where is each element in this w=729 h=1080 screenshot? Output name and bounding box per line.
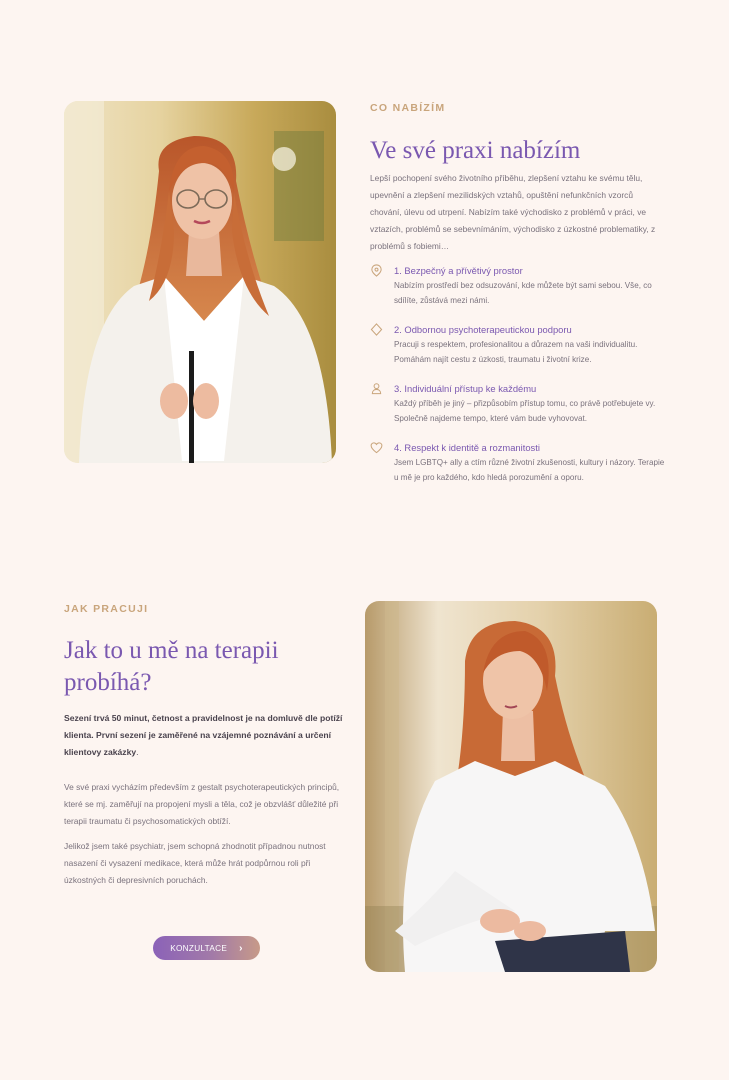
feature-item-3 (370, 382, 670, 428)
section-eyebrow-offer: CO NABÍZÍM (370, 102, 446, 114)
feature-description: Jsem LGBTQ+ ally a ctím různé životní zkušenosti, kultury i názory. Terapie u mě je pro každého, kdo hledá porozumění a oporu. (394, 458, 665, 482)
consultation-button-label: KONZULTACE (170, 943, 228, 953)
feature-title: 2. Odbornou psychoterapeutickou podporu (394, 324, 572, 335)
feature-item-2 (370, 323, 670, 369)
section-title-line: probíhá? (64, 669, 152, 696)
session-info-text (64, 710, 344, 761)
location-pin-icon (370, 264, 383, 277)
psychiatry-paragraph: Jelikož jsem také psychiatr, jsem schopná zhodnotit případnou nutnost nasazení či vysazení medikace, která může hrát podpůrnou roli při úzkostných či depresivních poruchách. (64, 841, 326, 885)
therapist-portrait-photo-2 (365, 601, 657, 972)
section-title-offer: Ve své praxi nabízím (370, 137, 581, 164)
feature-title: 4. Respekt k identitě a rozmanitosti (394, 442, 540, 453)
session-info-dot: . (136, 747, 139, 757)
approach-paragraph: Ve své praxi vycházím především z gestalt psychoterapeutických principů, které se mj. zaměřují na propojení mysli a těla, což je obzvlášť důležité při terapii traumatu či psychosomatických obtíží. (64, 782, 340, 826)
diamond-icon (370, 323, 383, 336)
feature-title: 1. Bezpečný a přívětivý prostor (394, 265, 523, 276)
feature-item-4 (370, 441, 670, 487)
consultation-button[interactable] (153, 936, 260, 960)
feature-title: 3. Individuální přístup ke každému (394, 383, 537, 394)
chevron-right-icon: › (239, 942, 243, 954)
section-title-line: Jak to u mě na terapii (64, 637, 279, 664)
session-info-bold: Sezení trvá 50 minut, četnost a pravidelnost je na domluvě dle potíží klienta. První sezení je zaměřené na vzájemné poznávání a určení klientovy zakázky (64, 713, 343, 757)
feature-item-1 (370, 264, 670, 310)
feature-description: Nabízím prostředí bez odsuzování, kde můžete být sami sebou. Vše, co sdílíte, zůstává mezi námi. (394, 281, 652, 305)
section-title-process (64, 635, 354, 699)
offer-intro-text: Lepší pochopení svého životního příběhu, zlepšení vztahu ke svému tělu, upevnění a zlepšení mezilidských vztahů, opuštění nefunkčních vzorců chování, úlevu od utrpení. Nabízím také východisko z problémů v práci, ve vztazích, problémů se sebevnímáním, východisko z úzkostné problematiky, z problémů s fobiemi… (370, 173, 656, 251)
person-icon (370, 382, 383, 395)
feature-description: Každý příběh je jiný – přizpůsobím přístup tomu, co právě potřebujete vy. Společně najdeme tempo, které vám bude vyhovovat. (394, 399, 656, 423)
section-eyebrow-process: JAK PRACUJI (64, 603, 149, 615)
feature-description: Pracuji s respektem, profesionalitou a důrazem na vaši individualitu. Pomáhám najít cestu z úzkosti, traumatu i životní krize. (394, 340, 638, 364)
heart-icon (370, 441, 383, 454)
therapist-portrait-photo-1 (64, 101, 336, 463)
